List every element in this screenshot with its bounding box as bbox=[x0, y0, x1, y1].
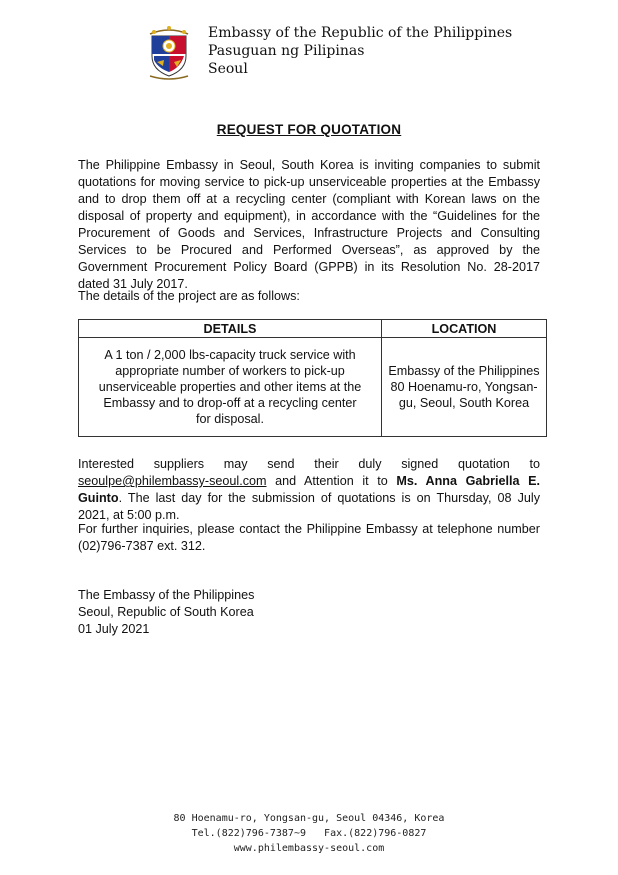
letterhead bbox=[208, 24, 512, 78]
inquiries-paragraph: For further inquiries, please contact the Philippine Embassy at telephone number (02)796-7387 ext. 312. bbox=[78, 522, 540, 553]
philippine-coat-of-arms-icon bbox=[144, 20, 194, 80]
footer-phones: Tel.(822)796-7387~9 Fax.(822)796-0827 bbox=[191, 828, 427, 839]
closing-location: Seoul, Republic of South Korea bbox=[78, 605, 254, 619]
details-intro: The details of the project are as follows: bbox=[78, 289, 300, 303]
letterhead-filipino-name: Pasuguan ng Pilipinas bbox=[208, 43, 365, 59]
email-link[interactable]: seoulpe@philembassy-seoul.com bbox=[78, 474, 267, 488]
intro-paragraph: The Philippine Embassy in Seoul, South Korea is inviting companies to submit quotations for moving service to pick-up unserviceable properties at the Embassy and to drop them off at a recycling center (compliant with Korean laws on the disposal of property and equipment), in accordance with the “Guidelines for the Procurement of Goods and Services, Infrastructure Projects and Consulting Services to be Procured and Performed Overseas”, as approved by the Government Procurement Policy Board (GPPB) in its Resolution No. 28-2017 dated 31 July 2017. bbox=[78, 158, 540, 291]
submission-text-post: . The last day for the submission of quotations is on Thursday, 08 July 2021, at 5:00 p.m. bbox=[78, 491, 540, 522]
letterhead-city: Seoul bbox=[208, 61, 248, 77]
closing-sender: The Embassy of the Philippines bbox=[78, 588, 255, 602]
footer bbox=[0, 811, 618, 856]
footer-address: 80 Hoenamu-ro, Yongsan-gu, Seoul 04346, Korea bbox=[173, 813, 445, 824]
table-header-location: LOCATION bbox=[382, 320, 546, 338]
table-cell-details: A 1 ton / 2,000 lbs-capacity truck service with appropriate number of workers to pick-up unserviceable properties and other items at the Embassy and to drop-off at a recycling center for disposal. bbox=[79, 338, 382, 436]
project-details-table bbox=[78, 319, 547, 437]
closing-block bbox=[78, 587, 254, 638]
table-header-details: DETAILS bbox=[79, 320, 382, 338]
submission-text-mid: and Attention it to bbox=[266, 474, 397, 488]
table-cell-location: Embassy of the Philippines 80 Hoenamu-ro, Yongsan-gu, Seoul, South Korea bbox=[388, 364, 540, 410]
attention-name: Ms. Anna Gabriella E. Guinto bbox=[78, 474, 541, 505]
submission-paragraph bbox=[78, 456, 540, 524]
letterhead-embassy-name: Embassy of the Republic of the Philippines bbox=[208, 25, 513, 41]
document-title: REQUEST FOR QUOTATION bbox=[216, 122, 402, 137]
closing-date: 01 July 2021 bbox=[78, 622, 150, 636]
submission-text-pre: Interested suppliers may send their duly signed quotation to bbox=[78, 457, 540, 471]
footer-website[interactable]: www.philembassy-seoul.com bbox=[233, 843, 385, 854]
